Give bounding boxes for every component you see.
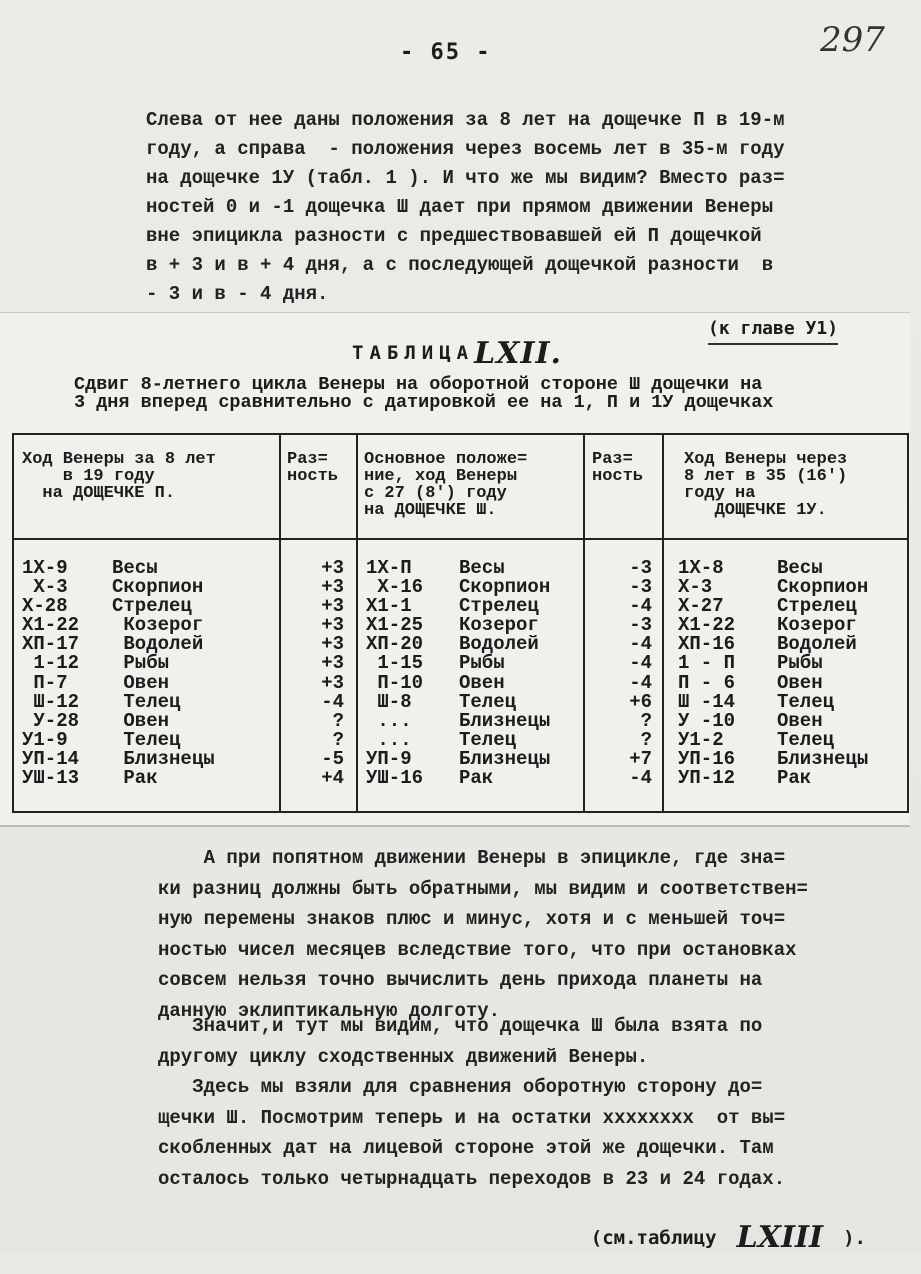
table-title-word: ТАБЛИЦА xyxy=(352,342,475,364)
column-divider xyxy=(279,435,281,811)
archive-number: 297 xyxy=(820,20,885,60)
board2-dates-column: 1Х-9 Х-3 Х-28 Х1-22 ХП-17 1-12 П-7 Ш-12 У-28 У1-9 УП-14 УШ-13 xyxy=(22,557,80,790)
header-board4: Ход Венеры через 8 лет в 35 (16') году на ДОЩЕЧКЕ 1У. xyxy=(684,450,848,520)
table-reference-number: LXIII xyxy=(736,1220,824,1255)
page-number: - 65 - xyxy=(400,40,492,65)
header-diff2: Раз= ность xyxy=(592,450,644,486)
column-divider xyxy=(356,435,358,811)
board4-signs-column: Весы Скорпион Стрелец Козерог Водолей Рыбы Овен Телец Овен Телец Близнецы Рак xyxy=(777,557,869,790)
diff2-column: -3 -3 -4 -3 -4 -4 -4 +6 ? ? +7 -4 xyxy=(629,557,652,790)
board3-dates-column: 1Х-П Х-16 Х1-1 Х1-25 ХП-20 1-15 П-10 Ш-8 ... ... УП-9 УШ-16 xyxy=(366,557,424,790)
table-subtitle: Сдвиг 8-летнего цикла Венеры на оборотной стороне Ш дощечки на 3 дня вперед сравнительно с датировкой ее на 1, П и 1У дощечках xyxy=(74,374,774,413)
table-reference-open: (см.таблицу xyxy=(590,1227,717,1249)
table-reference-close: ). xyxy=(843,1227,866,1249)
venus-table xyxy=(12,433,909,813)
body-paragraph: А при попятном движении Венеры в эпицикле, где зна= ки разниц должны быть обратными, мы видим и соответствен= ную перемены знаков плюс и минус, хотя и с меньшей точ= ностью чисел месяцев вследствие того, что при остановках совсем нельзя точно вычислить день прихода планеты на данную эклиптикальную долготу. xyxy=(158,847,808,1022)
table-title-number: LXII. xyxy=(474,336,562,371)
column-divider xyxy=(662,435,664,811)
board2-signs-column: Весы Скорпион Стрелец Козерог Водолей Рыбы Овен Телец Овен Телец Близнецы Рак xyxy=(112,557,215,790)
table-reference xyxy=(545,1195,866,1274)
board4-dates-column: 1Х-8 Х-3 Х-27 Х1-22 ХП-16 1 - П П - 6 Ш -14 У -10 У1-2 УП-16 УП-12 xyxy=(678,557,736,790)
header-diff1: Раз= ность xyxy=(287,450,339,486)
table-title xyxy=(352,332,562,371)
header-board2: Ход Венеры за 8 лет в 19 году на ДОЩЕЧКЕ П. xyxy=(22,450,216,503)
intro-paragraph: Слева от нее даны положения за 8 лет на дощечке П в 19-м году, а справа - положения через восемь лет в 35-м году на дощечке 1У (табл. 1 ). И что же мы видим? Вместо раз= ностей 0 и -1 дощечка Ш дает при прямом движении Венеры вне эпицикла разности с предшествовавшей ей П дощечкой в + 3 и в + 4 дня, а с последующей дощечкой разности в - 3 и в - 4 дня. xyxy=(146,109,785,305)
header-board3: Основное положе= ние, ход Венеры с 27 (8') году на ДОЩЕЧКЕ Ш. xyxy=(364,450,528,520)
header-divider xyxy=(14,538,907,540)
board3-signs-column: Весы Скорпион Стрелец Козерог Водолей Рыбы Овен Телец Близнецы Телец Близнецы Рак xyxy=(459,557,551,790)
column-divider xyxy=(583,435,585,811)
diff1-column: +3 +3 +3 +3 +3 +3 +3 -4 ? ? -5 +4 xyxy=(321,557,344,790)
chapter-reference: (к главе У1) xyxy=(708,318,838,345)
body-paragraph-2: Значит,и тут мы видим, что дощечка Ш была взята по другому циклу сходственных движений Венеры. Здесь мы взяли для сравнения оборотную сторону до= щечки Ш. Посмотрим теперь и на остатки хххххххх от вы= скобленных дат на лицевой стороне этой же дощечки. Там осталось только четырнадцать переходов в 23 и 24 годах. xyxy=(158,1015,786,1190)
